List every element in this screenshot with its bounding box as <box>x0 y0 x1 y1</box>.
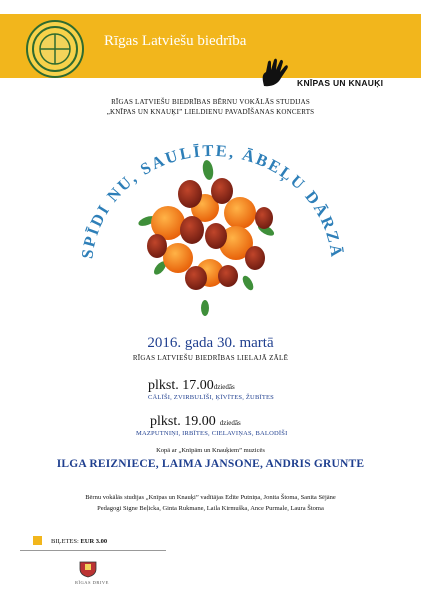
guest-performers: ILGA REIZNIECE, LAIMA JANSONE, ANDRIS GRUNTE <box>56 458 365 470</box>
ticket-divider <box>20 550 166 551</box>
ticket-price: EUR 3.00 <box>80 538 108 545</box>
org-name: Rīgas Latviešu biedrība <box>104 33 247 49</box>
session-sings: dziedās <box>219 419 241 427</box>
ticket-info <box>51 538 107 545</box>
session-2 <box>150 412 241 430</box>
ticket-marker-icon <box>33 536 42 545</box>
title-and-image <box>0 118 421 333</box>
hand-print-icon <box>258 58 296 93</box>
emblem-logo <box>26 20 84 78</box>
studio-teachers: Pedagogi Signe Beļicka, Ginta Rukmane, Laila Kirmuška, Ance Purmale, Laura Štoma <box>97 505 324 512</box>
concert-title: SPĪDI NU, SAULĪTE, ĀBEĻU DĀRZĀ <box>77 140 347 260</box>
intro-line-1: RĪGAS LATVIEŠU BIEDRĪBAS BĒRNU VOKĀLĀS STUDIJAS <box>111 98 310 106</box>
ticket-label: BIĻETES: <box>51 538 79 545</box>
footer-logo-text: RĪGAS DRIVE <box>75 580 109 585</box>
guests-intro: Kopā ar „Knīpām un Knauķiem” muzicēs <box>156 447 265 454</box>
event-hall: RĪGAS LATVIEŠU BIEDRĪBAS LIELAJĀ ZĀLĒ <box>132 354 289 362</box>
event-date: 2016. gada 30. martā <box>147 335 274 351</box>
brand-logo-text: KNĪPAS UN KNAUĶI <box>297 78 384 88</box>
session-sings: dziedās <box>213 383 235 391</box>
intro-line-2: „KNĪPAS UN KNAUĶI” LIELDIENU PAVADĪŠANAS KONCERTS <box>106 108 315 116</box>
session-2-groups: MAZPUTNIŅI, IRBĪTES, CIELAVIŅAS, BALODĪŠI <box>136 430 288 437</box>
session-1-groups: CĀLĪŠI, ZVIRBULĪŠI, ĶĪVĪTES, ŽUBĪTES <box>148 394 274 401</box>
session-time: plkst. 19.00 <box>150 414 216 429</box>
easter-eggs-plate-image <box>137 159 276 316</box>
studio-leaders: Bērnu vokālās studijas „Knīpas un Knauķi” vadītājas Edīte Putniņa, Jonita Štoma, Sanita Sējāne <box>85 494 336 501</box>
session-time: plkst. 17.00 <box>148 378 214 393</box>
session-1 <box>148 376 235 394</box>
crest-icon <box>28 22 82 76</box>
